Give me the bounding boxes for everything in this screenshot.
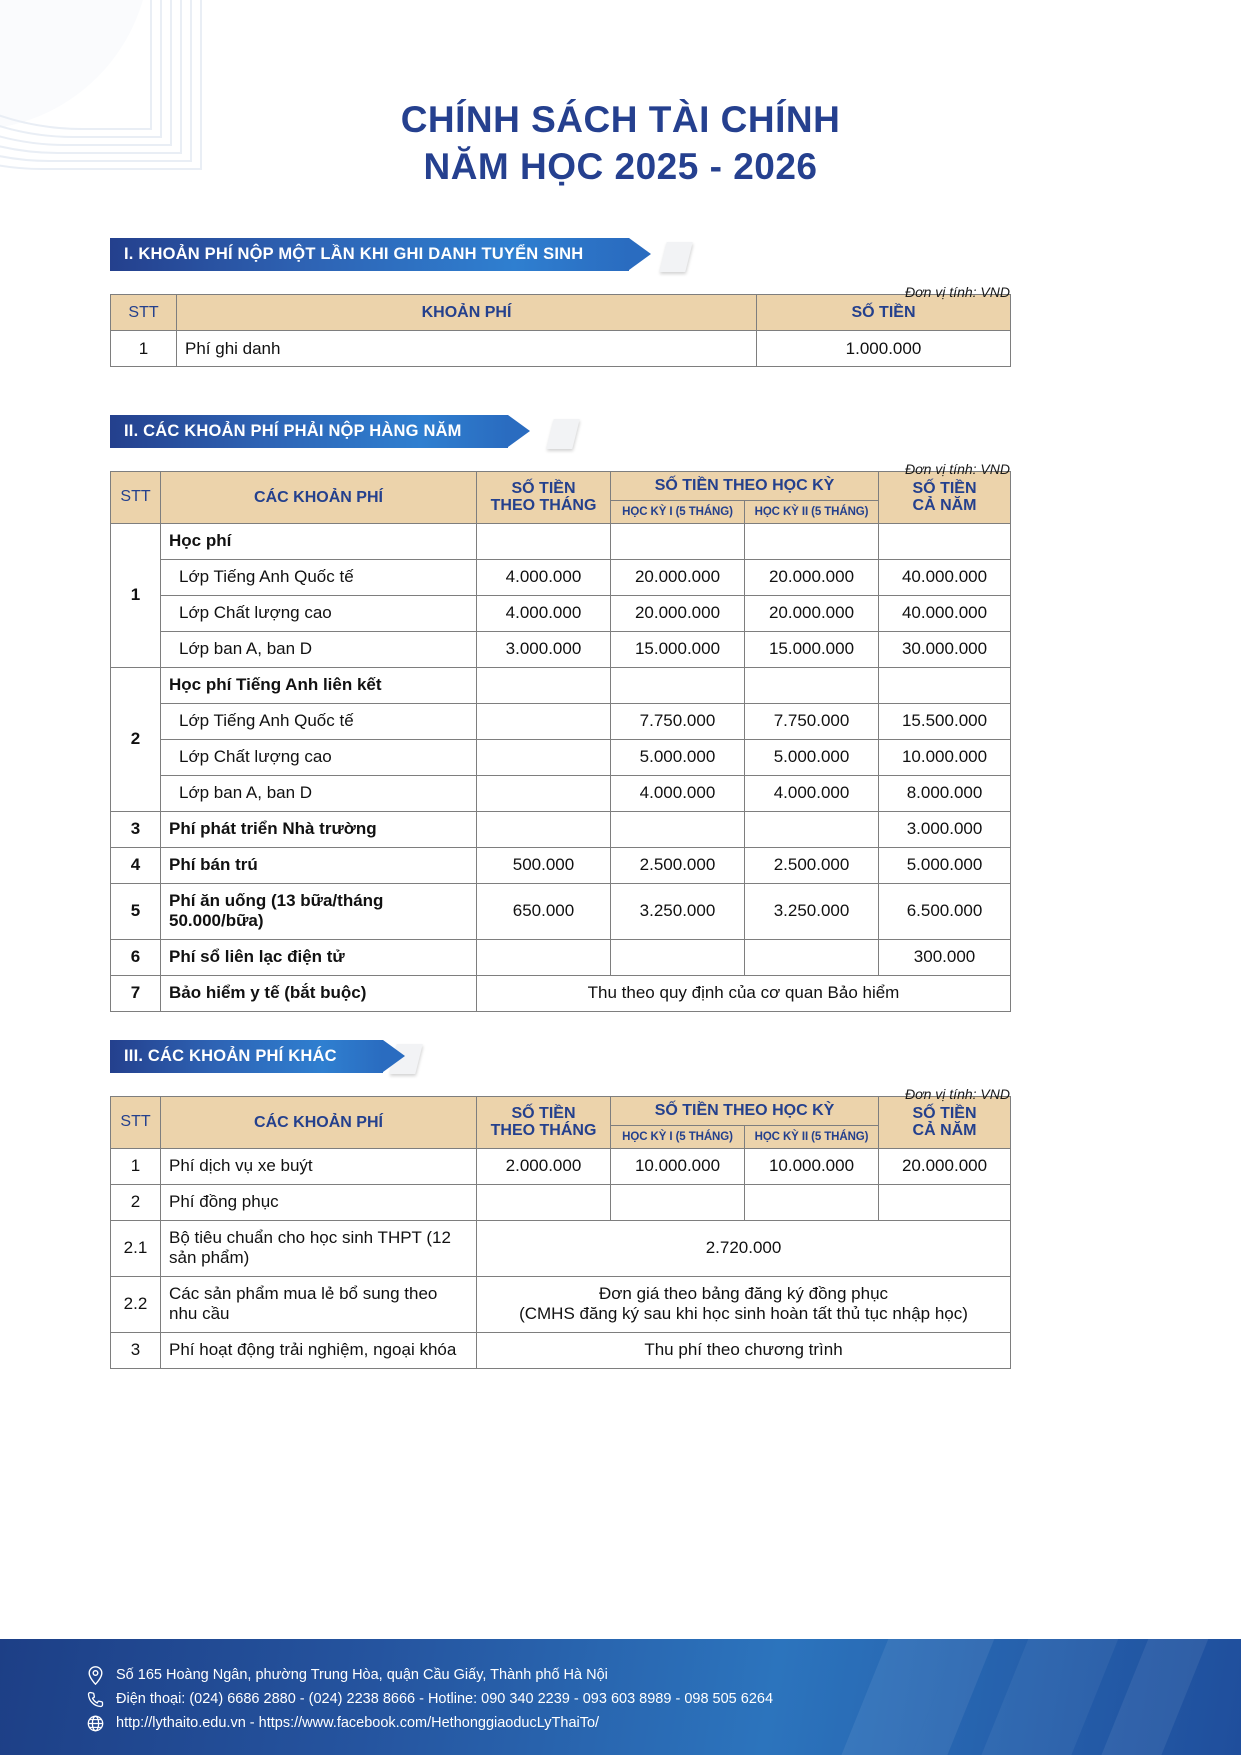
column-header-year-line-2: CẢ NĂM (912, 1122, 977, 1140)
column-header-year-line-1: SỐ TIỀN (912, 479, 977, 497)
cell-fee-name: Lớp Chất lượng cao (161, 595, 477, 631)
column-header-semester-group: SỐ TIỀN THEO HỌC KỲ (611, 472, 879, 501)
phone-icon (84, 1688, 106, 1710)
column-header-fee: CÁC KHOẢN PHÍ (161, 472, 477, 524)
cell-semester-1 (611, 1184, 745, 1220)
cell-monthly: 4.000.000 (477, 595, 611, 631)
footer-web[interactable]: http://lythaito.edu.vn - https://www.facebook.com/HethonggiaoducLyThaiTo/ (116, 1715, 600, 1731)
cell-fee-name: Phí phát triển Nhà trường (161, 811, 477, 847)
table-row (111, 331, 1011, 367)
cell-merged-note: Thu theo quy định của cơ quan Bảo hiểm (477, 975, 1011, 1011)
footer-address: Số 165 Hoàng Ngân, phường Trung Hòa, quận Cầu Giấy, Thành phố Hà Nội (116, 1667, 608, 1683)
cell-year: 20.000.000 (879, 1148, 1011, 1184)
cell-semester-2 (745, 939, 879, 975)
cell-year (879, 1184, 1011, 1220)
table-row (111, 631, 1011, 667)
globe-icon (84, 1712, 106, 1734)
table-row (111, 1332, 1011, 1368)
table-row (111, 975, 1011, 1011)
cell-fee-name: Lớp Tiếng Anh Quốc tế (161, 703, 477, 739)
section-three (110, 1040, 1010, 1369)
page-title (0, 96, 1241, 191)
cell-stt: 2 (111, 1184, 161, 1220)
footer-phone: Điện thoại: (024) 6686 2880 - (024) 2238 8666 - Hotline: 090 340 2239 - 093 603 8989 - 098 505 6264 (116, 1691, 774, 1707)
column-header-semester-2: HỌC KỲ II (5 THÁNG) (745, 500, 879, 523)
cell-fee-name: Phí hoạt động trải nghiệm, ngoại khóa (161, 1332, 477, 1368)
section-two (110, 415, 1010, 1012)
table-row (111, 523, 1011, 559)
column-header-semester-1: HỌC KỲ I (5 THÁNG) (611, 500, 745, 523)
cell-stt: 4 (111, 847, 161, 883)
table-header-row (111, 295, 1011, 331)
cell-year (879, 667, 1011, 703)
cell-fee-name: Các sản phẩm mua lẻ bổ sung theo nhu cầu (161, 1276, 477, 1332)
cell-fee-name: Học phí Tiếng Anh liên kết (161, 667, 477, 703)
cell-monthly (477, 1184, 611, 1220)
cell-monthly: 2.000.000 (477, 1148, 611, 1184)
cell-semester-1 (611, 939, 745, 975)
cell-semester-1 (611, 523, 745, 559)
cell-fee-name: Phí ăn uống (13 bữa/tháng 50.000/bữa) (161, 883, 477, 939)
cell-stt: 6 (111, 939, 161, 975)
column-header-year-line-1: SỐ TIỀN (912, 1104, 977, 1122)
table-row (111, 559, 1011, 595)
table-row (111, 1276, 1011, 1332)
column-header-year (879, 472, 1011, 524)
cell-semester-1: 20.000.000 (611, 559, 745, 595)
table-row (111, 883, 1011, 939)
column-header-year (879, 1097, 1011, 1149)
section-three-heading: III. CÁC KHOẢN PHÍ KHÁC (110, 1040, 383, 1073)
cell-monthly (477, 739, 611, 775)
cell-semester-2: 7.750.000 (745, 703, 879, 739)
cell-fee-name: Học phí (161, 523, 477, 559)
column-header-year-line-2: CẢ NĂM (912, 497, 977, 515)
table-row (111, 703, 1011, 739)
cell-monthly: 650.000 (477, 883, 611, 939)
cell-stt: 2 (111, 667, 161, 811)
table-row (111, 847, 1011, 883)
cell-stt: 1 (111, 331, 177, 367)
cell-fee-name: Lớp ban A, ban D (161, 631, 477, 667)
cell-stt: 2.1 (111, 1220, 161, 1276)
cell-fee-name: Lớp ban A, ban D (161, 775, 477, 811)
table-row (111, 939, 1011, 975)
cell-year: 6.500.000 (879, 883, 1011, 939)
cell-semester-2: 20.000.000 (745, 595, 879, 631)
column-header-monthly-line-2: THEO THÁNG (490, 497, 597, 515)
section-one-table (110, 294, 1011, 367)
cell-monthly (477, 775, 611, 811)
cell-semester-1: 2.500.000 (611, 847, 745, 883)
section-two-heading: II. CÁC KHOẢN PHÍ PHẢI NỘP HÀNG NĂM (110, 415, 508, 448)
footer-phone-row (84, 1687, 773, 1711)
cell-year: 15.500.000 (879, 703, 1011, 739)
column-header-monthly (477, 472, 611, 524)
cell-stt: 1 (111, 1148, 161, 1184)
cell-semester-1 (611, 667, 745, 703)
section-two-table (110, 471, 1011, 1012)
cell-semester-2 (745, 667, 879, 703)
cell-semester-2: 5.000.000 (745, 739, 879, 775)
cell-semester-1: 10.000.000 (611, 1148, 745, 1184)
cell-stt: 2.2 (111, 1276, 161, 1332)
cell-year: 8.000.000 (879, 775, 1011, 811)
cell-monthly (477, 667, 611, 703)
column-header-monthly-line-2: THEO THÁNG (490, 1122, 597, 1140)
column-header-monthly-line-1: SỐ TIỀN (511, 1104, 576, 1122)
cell-monthly: 3.000.000 (477, 631, 611, 667)
cell-monthly: 4.000.000 (477, 559, 611, 595)
cell-year: 40.000.000 (879, 559, 1011, 595)
cell-year (879, 523, 1011, 559)
cell-merged-note (477, 1276, 1011, 1332)
cell-fee-name: Phí ghi danh (177, 331, 757, 367)
page-title-line-1: CHÍNH SÁCH TÀI CHÍNH (400, 99, 841, 140)
cell-year: 5.000.000 (879, 847, 1011, 883)
cell-fee-name: Bộ tiêu chuẩn cho học sinh THPT (12 sản phẩm) (161, 1220, 477, 1276)
cell-semester-2: 20.000.000 (745, 559, 879, 595)
column-header-monthly (477, 1097, 611, 1149)
cell-monthly: 500.000 (477, 847, 611, 883)
cell-semester-2 (745, 811, 879, 847)
cell-stt: 7 (111, 975, 161, 1011)
cell-semester-2: 4.000.000 (745, 775, 879, 811)
footer-address-row (84, 1663, 773, 1687)
cell-semester-1: 5.000.000 (611, 739, 745, 775)
cell-merged-note: Thu phí theo chương trình (477, 1332, 1011, 1368)
column-header-monthly-line-1: SỐ TIỀN (511, 479, 576, 497)
section-two-unit-note: Đơn vị tính: VND (905, 461, 1010, 477)
cell-semester-2: 10.000.000 (745, 1148, 879, 1184)
cell-semester-2: 15.000.000 (745, 631, 879, 667)
cell-amount: 1.000.000 (757, 331, 1011, 367)
cell-semester-1: 20.000.000 (611, 595, 745, 631)
table-row (111, 739, 1011, 775)
cell-semester-1: 4.000.000 (611, 775, 745, 811)
cell-monthly (477, 811, 611, 847)
page-title-line-2: NĂM HỌC 2025 - 2026 (423, 146, 818, 188)
cell-semester-2: 2.500.000 (745, 847, 879, 883)
section-three-unit-note: Đơn vị tính: VND (905, 1086, 1010, 1102)
cell-stt: 5 (111, 883, 161, 939)
cell-fee-name: Phí đồng phục (161, 1184, 477, 1220)
cell-merged-note: 2.720.000 (477, 1220, 1011, 1276)
cell-year: 40.000.000 (879, 595, 1011, 631)
cell-year: 300.000 (879, 939, 1011, 975)
cell-fee-name: Phí bán trú (161, 847, 477, 883)
table-row (111, 811, 1011, 847)
table-row (111, 667, 1011, 703)
page-footer (0, 1639, 1241, 1755)
table-row (111, 1184, 1011, 1220)
cell-stt: 3 (111, 1332, 161, 1368)
column-header-semester-1: HỌC KỲ I (5 THÁNG) (611, 1125, 745, 1148)
cell-semester-2: 3.250.000 (745, 883, 879, 939)
table-row (111, 1148, 1011, 1184)
table-row (111, 595, 1011, 631)
cell-semester-1: 3.250.000 (611, 883, 745, 939)
cell-semester-1 (611, 811, 745, 847)
table-row (111, 775, 1011, 811)
cell-stt: 3 (111, 811, 161, 847)
cell-fee-name: Lớp Chất lượng cao (161, 739, 477, 775)
table-header-row (111, 1097, 1011, 1126)
cell-semester-1: 7.750.000 (611, 703, 745, 739)
cell-fee-name: Bảo hiểm y tế (bắt buộc) (161, 975, 477, 1011)
cell-year: 30.000.000 (879, 631, 1011, 667)
section-one-heading: I. KHOẢN PHÍ NỘP MỘT LẦN KHI GHI DANH TUYỂN SINH (110, 238, 629, 271)
cell-year: 10.000.000 (879, 739, 1011, 775)
cell-merged-note-line-2: (CMHS đăng ký sau khi học sinh hoàn tất thủ tục nhập học) (519, 1304, 968, 1324)
section-one-unit-note: Đơn vị tính: VND (905, 284, 1010, 300)
column-header-semester-2: HỌC KỲ II (5 THÁNG) (745, 1125, 879, 1148)
cell-stt: 1 (111, 523, 161, 667)
footer-web-row[interactable] (84, 1711, 773, 1735)
table-header-row (111, 472, 1011, 501)
cell-semester-1: 15.000.000 (611, 631, 745, 667)
cell-monthly (477, 523, 611, 559)
cell-semester-2 (745, 1184, 879, 1220)
cell-semester-2 (745, 523, 879, 559)
column-header-fee: CÁC KHOẢN PHÍ (161, 1097, 477, 1149)
cell-fee-name: Phí dịch vụ xe buýt (161, 1148, 477, 1184)
column-header-stt: STT (111, 295, 177, 331)
cell-year: 3.000.000 (879, 811, 1011, 847)
table-row (111, 1220, 1011, 1276)
column-header-stt: STT (111, 472, 161, 524)
cell-merged-note-line-1: Đơn giá theo bảng đăng ký đồng phục (598, 1284, 889, 1304)
column-header-fee: KHOẢN PHÍ (177, 295, 757, 331)
section-one (110, 238, 1010, 367)
cell-monthly (477, 703, 611, 739)
column-header-semester-group: SỐ TIỀN THEO HỌC KỲ (611, 1097, 879, 1126)
location-pin-icon (84, 1664, 106, 1686)
cell-fee-name: Lớp Tiếng Anh Quốc tế (161, 559, 477, 595)
cell-fee-name: Phí sổ liên lạc điện tử (161, 939, 477, 975)
section-three-table (110, 1096, 1011, 1369)
column-header-stt: STT (111, 1097, 161, 1149)
cell-monthly (477, 939, 611, 975)
column-header-amount: SỐ TIỀN (757, 295, 1011, 331)
